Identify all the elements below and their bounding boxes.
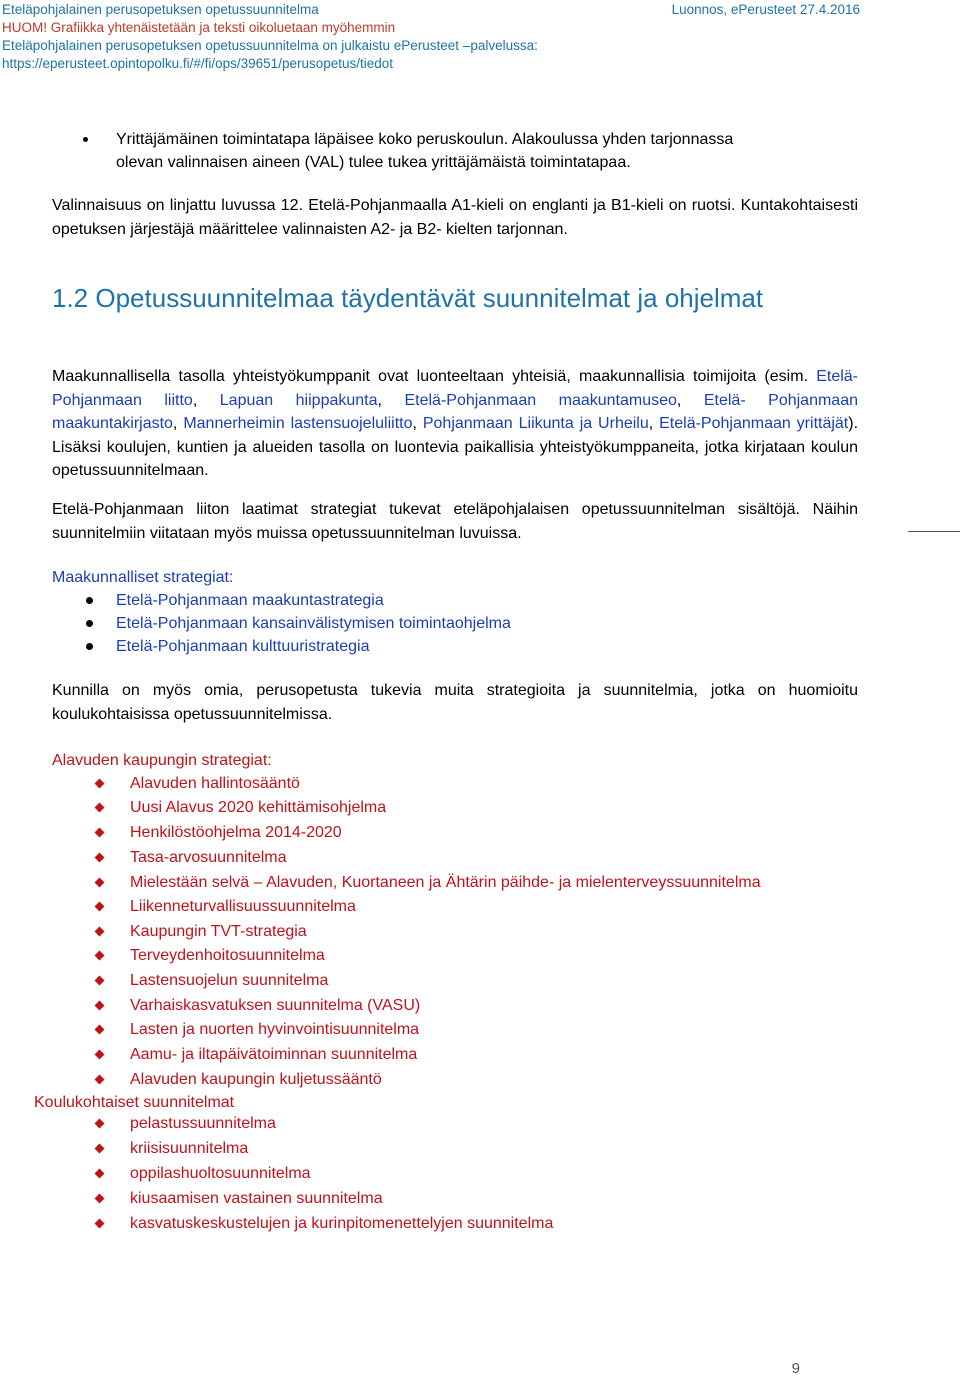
diamond-bullet-icon: [95, 1050, 105, 1060]
link-maakuntakirjasto[interactable]: Etelä- Pohjanmaan maakuntakirjasto: [52, 391, 859, 432]
link-ep-yrittajat[interactable]: Etelä-Pohjanmaan yrittäjät: [659, 415, 849, 432]
paragraph-strategies-intro: Etelä-Pohjanmaan liiton laatimat strategiat tukevat eteläpohjalaisen opetussuunnitelman sisältöjä. Näihin suunnitelmiin viitataan myös muissa opetussuunnitelman luvuissa.: [52, 501, 858, 542]
diamond-bullet-icon: [95, 803, 105, 813]
diamond-bullet-icon: [95, 853, 105, 863]
link-lapuan-hiippakunta[interactable]: Lapuan hiippakunta: [219, 391, 378, 409]
regional-item[interactable]: Etelä-Pohjanmaan kulttuuristrategia: [116, 638, 370, 655]
header-status: Luonnos, ePerusteet 27.4.2016: [671, 2, 860, 17]
alavus-strategies-label: Alavuden kaupungin strategiat:: [52, 752, 272, 769]
school-item: kriisisuunnitelma: [130, 1140, 249, 1157]
school-item: oppilashuoltosuunnitelma: [130, 1165, 311, 1182]
diamond-bullet-icon: [95, 951, 105, 961]
school-item: kasvatuskeskustelujen ja kurinpitomenettelyjen suunnitelma: [130, 1215, 554, 1232]
diamond-bullet-icon: [95, 976, 105, 986]
regional-item[interactable]: Etelä-Pohjanmaan maakuntastrategia: [116, 592, 384, 609]
diamond-bullet-icon: [95, 1144, 105, 1154]
header-published-note: Eteläpohjalainen perusopetuksen opetussuunnitelma on julkaistu ePerusteet –palvelussa:: [2, 38, 538, 53]
margin-line: [908, 531, 960, 532]
diamond-bullet-icon: [95, 779, 105, 789]
link-mll[interactable]: Mannerheimin lastensuojeluliitto: [183, 415, 413, 432]
diamond-bullet-icon: [95, 1001, 105, 1011]
bullet-dot: [86, 597, 93, 604]
regional-item[interactable]: Etelä-Pohjanmaan kansainvälistymisen toimintaohjelma: [116, 615, 511, 632]
diamond-bullet-icon: [95, 1119, 105, 1129]
diamond-bullet-icon: [95, 828, 105, 838]
school-plans-label: Koulukohtaiset suunnitelmat: [34, 1094, 235, 1111]
alavus-item: Alavuden kaupungin kuljetussääntö: [130, 1071, 382, 1088]
separator: ,: [377, 391, 405, 409]
para2-text-end: ). Lisäksi koulujen, kuntien ja alueiden tasolla on luontevia paikallisia yhteistyökumppaneita, jotka kirjataan koulun opetussuunnitelmaan.: [52, 415, 859, 479]
diamond-bullet-icon: [95, 927, 105, 937]
alavus-item: Lasten ja nuorten hyvinvointisuunnitelma: [130, 1021, 420, 1038]
para2-text: Maakunnallisella tasolla yhteistyökumppanit ovat luonteeltaan yhteisiä, maakunnallisia toimijoita (esim.: [52, 368, 817, 385]
alavus-item: Terveydenhoitosuunnitelma: [130, 947, 325, 964]
diamond-bullet-icon: [95, 878, 105, 888]
regional-strategies-label: Maakunnalliset strategiat:: [52, 569, 234, 586]
diamond-bullet-icon: [95, 1219, 105, 1229]
alavus-item: Lastensuojelun suunnitelma: [130, 972, 329, 989]
section-heading: 1.2 Opetussuunnitelmaa täydentävät suunnitelmat ja ohjelmat: [52, 283, 764, 313]
paragraph-valinnaisuus: Valinnaisuus on linjattu luvussa 12. Etelä-Pohjanmaalla A1-kieli on englanti ja B1-kieli on ruotsi. Kuntakohtaisesti opetuksen järjestäjä määrittelee valinnaisten A2- ja B2- kielten tarjonnan.: [52, 197, 858, 238]
separator: ,: [172, 415, 184, 432]
intro-bullet-line2: olevan valinnaisen aineen (VAL) tulee tukea yrittäjämäistä toimintatapaa.: [116, 154, 631, 171]
diamond-bullet-icon: [95, 1075, 105, 1085]
diamond-bullet-icon: [95, 1025, 105, 1035]
header-notice: HUOM! Grafiikka yhtenäistetään ja teksti oikoluetaan myöhemmin: [2, 20, 396, 35]
header-url[interactable]: https://eperusteet.opintopolku.fi/#/fi/ops/39651/perusopetus/tiedot: [2, 56, 394, 71]
link-ep-liitto[interactable]: Etelä-Pohjanmaan liitto: [52, 368, 858, 409]
alavus-item: Uusi Alavus 2020 kehittämisohjelma: [130, 799, 387, 816]
bullet-dot: [83, 137, 88, 142]
link-maakuntamuseo[interactable]: Etelä-Pohjanmaan maakuntamuseo: [404, 391, 677, 409]
paragraph-municipal: Kunnilla on myös omia, perusopetusta tukevia muita strategioita ja suunnitelmia, jotka on huomioitu koulukohtaisissa opetussuunnitelmissa.: [52, 682, 858, 723]
alavus-item: Alavuden hallintosääntö: [130, 775, 300, 792]
header-doc-title: Eteläpohjalainen perusopetuksen opetussuunnitelma: [2, 2, 319, 17]
separator: ,: [648, 415, 660, 432]
alavus-item: Mielestään selvä – Alavuden, Kuortaneen ja Ähtärin päihde- ja mielenterveyssuunnitelma: [130, 874, 761, 891]
diamond-bullet-icon: [95, 902, 105, 912]
bullet-dot: [86, 643, 93, 650]
alavus-item: Henkilöstöohjelma 2014-2020: [130, 824, 342, 841]
school-item: kiusaamisen vastainen suunnitelma: [130, 1190, 383, 1207]
bullet-dot: [86, 620, 93, 627]
alavus-item: Aamu- ja iltapäivätoiminnan suunnitelma: [130, 1046, 418, 1063]
diamond-bullet-icon: [95, 1169, 105, 1179]
diamond-bullet-icon: [95, 1194, 105, 1204]
alavus-item: Kaupungin TVT-strategia: [130, 923, 307, 940]
intro-bullet-line1: Yrittäjämäinen toimintatapa läpäisee koko peruskoulun. Alakoulussa yhden tarjonnassa: [116, 131, 734, 148]
separator: ,: [412, 415, 423, 432]
link-plu[interactable]: Pohjanmaan Liikunta ja Urheilu: [422, 415, 649, 432]
alavus-item: Varhaiskasvatuksen suunnitelma (VASU): [130, 997, 421, 1014]
alavus-item: Liikenneturvallisuussuunnitelma: [130, 898, 356, 915]
page-number: 9: [791, 1360, 800, 1377]
alavus-item: Tasa-arvosuunnitelma: [130, 849, 287, 866]
paragraph-partners: [52, 365, 858, 483]
separator: ,: [676, 391, 704, 409]
school-item: pelastussuunnitelma: [130, 1115, 276, 1132]
separator: ,: [192, 391, 220, 409]
